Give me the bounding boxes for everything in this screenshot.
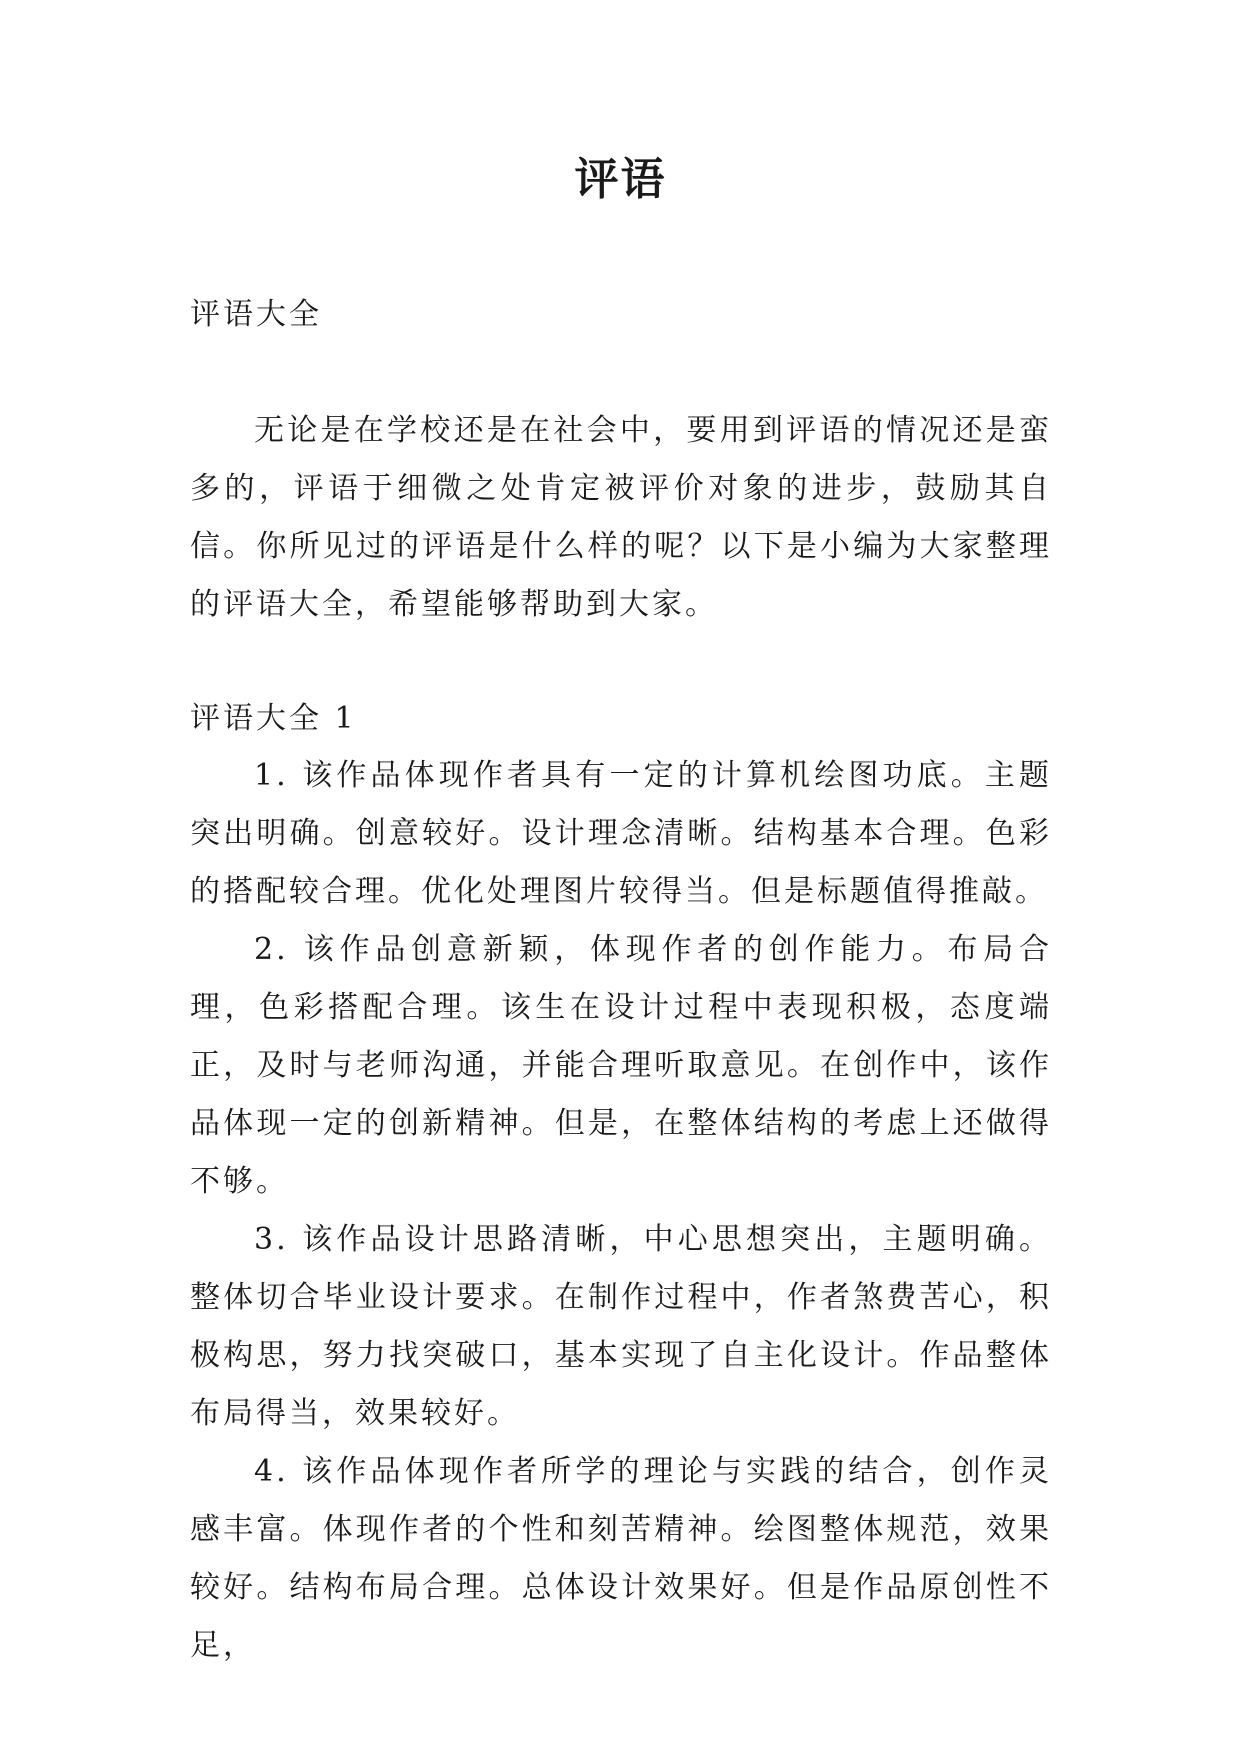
comments-list [190, 747, 1052, 1675]
intro-paragraph: 无论是在学校还是在社会中，要用到评语的情况还是蛮多的，评语于细微之处肯定被评价对象的进步，鼓励其自信。你所见过的评语是什么样的呢？以下是小编为大家整理的评语大全，希望能够帮助到大家。 [190, 413, 1052, 622]
comment-paragraph: 3. 该作品设计思路清晰，中心思想突出，主题明确。整体切合毕业设计要求。在制作过程中，作者煞费苦心，积极构思，努力找突破口，基本实现了自主化设计。作品整体布局得当，效果较好。 [190, 1222, 1052, 1431]
comment-paragraph: 2. 该作品创意新颖，体现作者的创作能力。布局合理，色彩搭配合理。该生在设计过程中表现积极，态度端正，及时与老师沟通，并能合理听取意见。在创作中，该作品体现一定的创新精神。但是，在整体结构的考虑上还做得不够。 [190, 932, 1052, 1199]
intro-block [190, 402, 1052, 634]
comment-paragraph: 1. 该作品体现作者具有一定的计算机绘图功底。主题突出明确。创意较好。设计理念清晰。结构基本合理。色彩的搭配较合理。优化处理图片较得当。但是标题值得推敲。 [190, 758, 1052, 909]
comment-paragraph: 4. 该作品体现作者所学的理论与实践的结合，创作灵感丰富。体现作者的个性和刻苦精神。绘图整体规范，效果较好。结构布局合理。总体设计效果好。但是作品原创性不足， [190, 1454, 1052, 1663]
document-title: 评语 [574, 154, 667, 205]
section-heading: 评语大全 [190, 297, 322, 332]
subsection-heading: 评语大全 1 [190, 701, 357, 736]
